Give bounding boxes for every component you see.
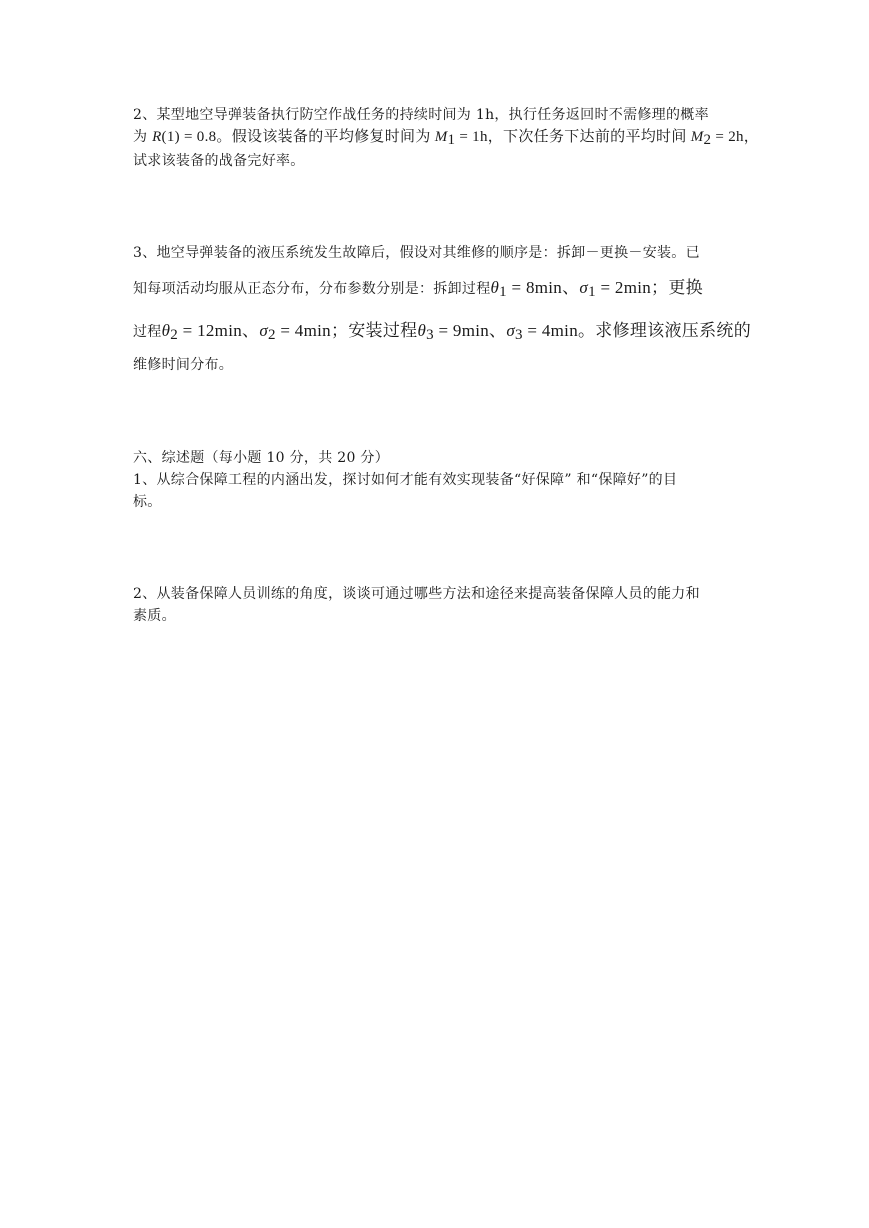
q2-text-2d: = 2h， [711,129,760,145]
q2-text-3: 试求该装备的战备完好率。 [133,153,305,169]
q3-text-3c: = 4min；安装过程 [275,321,418,340]
q2-text-2c: = 1h，下次任务下达前的平均时间 [455,129,691,145]
q3-text-1: 3、地空导弹装备的液压系统发生故障后，假设对其维修的顺序是：拆卸－更换－安装。已 [133,245,700,261]
q3-text-3a: 过程 [133,324,162,340]
q3-line-1 [133,242,739,264]
q3-text-2a: 知每项活动均服从正态分布，分布参数分别是：拆卸过程 [133,281,491,297]
q3-text-2b: = 8min、 [506,278,580,297]
math-sigma-3: σ [506,321,516,340]
s6-q2-line-2 [133,605,739,627]
math-theta-3: θ [417,321,427,340]
s6-q2-text-1: 2、从装备保障人员训练的角度，谈谈可通过哪些方法和途径来提高装备保障人员的能力和 [133,586,700,602]
math-M2-sub: 2 [703,132,712,148]
s6-q1-text-1: 1、从综合保障工程的内涵出发，探讨如何才能有效实现装备“好保障” 和“保障好”的目 [133,472,678,488]
q2-line-1 [133,104,739,126]
math-R: R [152,129,162,145]
q3-text-3e: = 4min。求修理该液压系统的 [522,321,751,340]
q2-text-2b: (1) = 0.8。假设该装备的平均修复时间为 [161,129,435,145]
math-theta-2-sub: 2 [170,327,179,343]
q3-text-4: 维修时间分布。 [133,357,234,373]
s6-q2-line-1 [133,583,739,605]
s6-q1-text-2: 标。 [133,494,162,510]
q2-text-1: 2、某型地空导弹装备执行防空作战任务的持续时间为 1h，执行任务返回时不需修理的概率 [133,107,709,123]
math-sigma-2-sub: 2 [268,327,276,343]
math-theta-2: θ [161,321,171,340]
q3-line-4 [133,354,739,376]
math-theta-1-sub: 1 [499,284,507,300]
math-sigma-1-sub: 1 [588,284,596,300]
math-M1: M [434,129,448,145]
q2-line-3 [133,150,739,172]
math-theta-1: θ [490,278,500,297]
math-sigma-1: σ [579,278,589,297]
section6-heading [133,447,739,469]
q3-text-2c: = 2min；更换 [595,278,703,297]
math-theta-3-sub: 3 [426,327,434,343]
math-sigma-3-sub: 3 [515,327,523,343]
q3-text-3d: = 9min、 [433,321,507,340]
q2-text-2a: 为 [133,129,153,145]
s6-q2-text-2: 素质。 [133,608,176,624]
q3-line-2 [133,277,739,300]
math-sigma-2: σ [259,321,268,340]
s6-q1-line-1 [133,469,739,491]
q3-text-3b: = 12min、 [178,321,260,340]
q2-line-2 [133,126,760,148]
section6-heading-text: 六、综述题（每小题 10 分，共 20 分） [133,450,390,466]
math-M1-sub: 1 [447,132,456,148]
s6-q1-line-2 [133,491,739,513]
q3-line-3 [133,320,751,343]
math-M2: M [690,129,704,145]
